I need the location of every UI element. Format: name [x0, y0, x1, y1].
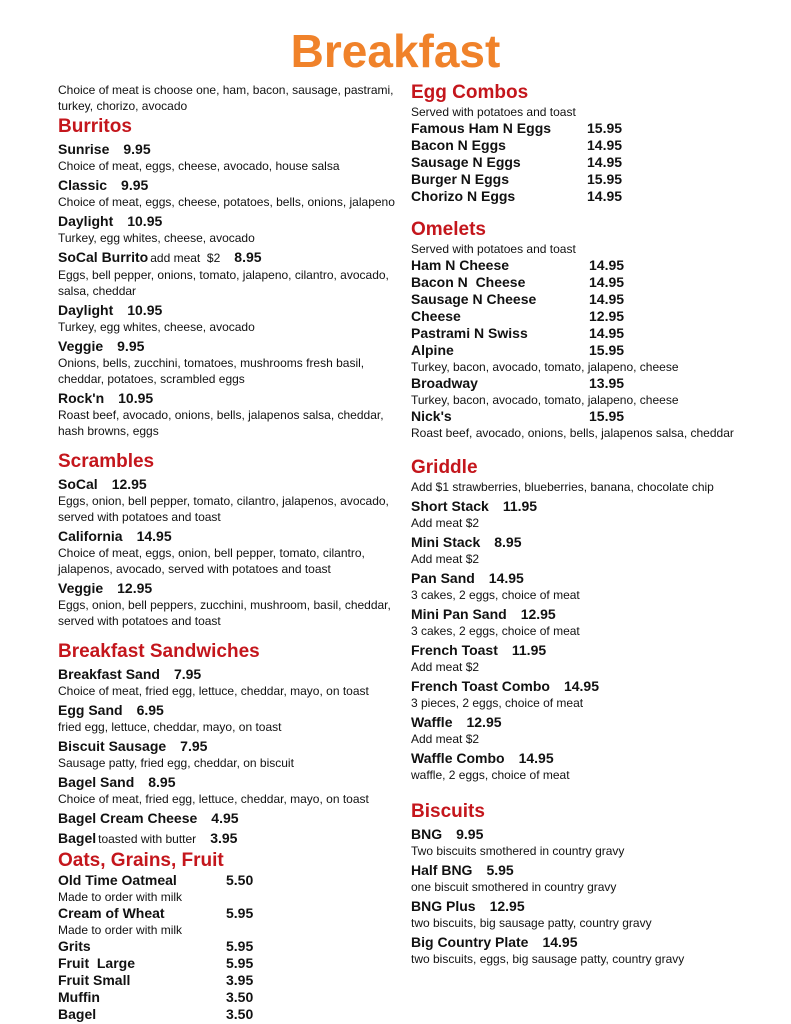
item-name: BNG — [411, 826, 443, 842]
griddle-section — [411, 457, 751, 783]
griddle-list — [411, 498, 751, 783]
item-name: Bacon N Cheese — [411, 274, 526, 290]
item-name: Mini Pan Sand — [411, 606, 507, 622]
item-name: Sunrise — [58, 141, 110, 157]
item-price: 3.95 — [226, 972, 254, 988]
menu-item — [411, 498, 751, 531]
item-price: 14.95 — [587, 188, 623, 204]
menu-item — [58, 905, 398, 938]
item-name: Waffle Combo — [411, 750, 505, 766]
item-description: Eggs, onion, bell peppers, zucchini, mushroom, basil, cheddar, served with potatoes and toast — [58, 598, 391, 628]
item-price: 15.95 — [587, 171, 623, 187]
item-description: Eggs, bell pepper, onions, tomato, jalapeno, cilantro, avocado, salsa, cheddar — [58, 268, 389, 298]
item-name: BNG Plus — [411, 898, 476, 914]
section-title: Omelets — [411, 219, 486, 240]
item-price: 14.95 — [589, 325, 625, 341]
right-column — [411, 82, 751, 967]
menu-item — [58, 989, 398, 1006]
item-name: Veggie — [58, 338, 104, 354]
menu-item — [58, 390, 398, 439]
menu-item — [58, 830, 398, 848]
item-name: Short Stack — [411, 498, 489, 514]
item-name: SoCal — [58, 476, 98, 492]
item-price: 12.95 — [589, 308, 625, 324]
item-description: 3 cakes, 2 eggs, choice of meat — [411, 588, 580, 602]
item-name: Bagel Sand — [58, 774, 135, 790]
menu-item — [58, 666, 398, 699]
page-title: Breakfast — [290, 25, 501, 77]
item-name: Pan Sand — [411, 570, 475, 586]
item-name: Famous Ham N Eggs — [411, 120, 552, 136]
item-price: 14.95 — [542, 934, 578, 950]
item-name: Bagel Cream Cheese — [58, 810, 198, 826]
left-column — [58, 82, 398, 1023]
item-price: 9.95 — [456, 826, 484, 842]
item-price: 14.95 — [518, 750, 554, 766]
item-description: Sausage patty, fried egg, cheddar, on biscuit — [58, 756, 294, 770]
section-title: Breakfast Sandwiches — [58, 641, 260, 662]
scrambles-list — [58, 476, 398, 629]
omelets-list — [411, 257, 751, 441]
sandwiches-list — [58, 666, 398, 848]
item-price: 14.95 — [589, 257, 625, 273]
item-description: Roast beef, avocado, onions, bells, jalapenos salsa, cheddar, hash browns, eggs — [58, 408, 384, 438]
item-price: 4.95 — [211, 810, 239, 826]
item-name: Chorizo N Eggs — [411, 188, 516, 204]
item-description: 3 cakes, 2 eggs, choice of meat — [411, 624, 580, 638]
item-name: French Toast Combo — [411, 678, 550, 694]
item-name: Burger N Eggs — [411, 171, 510, 187]
item-price: 8.95 — [148, 774, 176, 790]
menu-item — [411, 678, 751, 711]
item-name: Bagel — [58, 830, 97, 846]
section-title: Griddle — [411, 457, 478, 478]
item-description: 3 pieces, 2 eggs, choice of meat — [411, 696, 584, 710]
section-title: Oats, Grains, Fruit — [58, 850, 224, 871]
menu-item — [411, 137, 751, 154]
item-name: Daylight — [58, 213, 114, 229]
item-name: Rock'n — [58, 390, 105, 406]
menu-item — [58, 738, 398, 771]
item-price: 12.95 — [111, 476, 147, 492]
item-description: Eggs, onion, bell pepper, tomato, cilantro, jalapenos, avocado, served with potatoes and toast — [58, 494, 389, 524]
menu-item — [411, 862, 751, 895]
item-description: Turkey, egg whites, cheese, avocado — [58, 231, 255, 245]
item-description: Choice of meat, eggs, cheese, avocado, house salsa — [58, 159, 340, 173]
item-price: 5.95 — [486, 862, 514, 878]
item-name: Nick's — [411, 408, 452, 424]
menu-item — [58, 249, 398, 299]
item-price: 13.95 — [589, 375, 625, 391]
item-price: 15.95 — [589, 408, 625, 424]
menu-item — [58, 872, 398, 905]
biscuits-list — [411, 826, 751, 967]
item-price: 11.95 — [502, 498, 538, 514]
item-name: Cheese — [411, 308, 461, 324]
item-name: Big Country Plate — [411, 934, 529, 950]
item-description: Made to order with milk — [58, 923, 183, 937]
item-price: 5.95 — [226, 905, 254, 921]
section-title: Scrambles — [58, 451, 155, 472]
item-description: Choice of meat, fried egg, lettuce, cheddar, mayo, on toast — [58, 792, 369, 806]
item-description: one biscuit smothered in country gravy — [411, 880, 617, 894]
item-price: 14.95 — [589, 291, 625, 307]
menu-item — [411, 606, 751, 639]
menu-item — [58, 1006, 398, 1023]
item-name: Bacon N Eggs — [411, 137, 506, 153]
item-name: Old Time Oatmeal — [58, 872, 177, 888]
section-title: Egg Combos — [411, 82, 529, 103]
meat-choice-note: Choice of meat is choose one, ham, bacon, sausage, pastrami, turkey, chorizo, avocado — [58, 83, 394, 113]
menu-item — [411, 934, 751, 967]
menu-item — [58, 338, 398, 387]
menu-item — [411, 642, 751, 675]
item-price: 12.95 — [489, 898, 525, 914]
menu-item — [58, 955, 398, 972]
burritos-section — [58, 116, 398, 439]
menu-item — [411, 898, 751, 931]
item-name: Egg Sand — [58, 702, 123, 718]
item-name: Broadway — [411, 375, 478, 391]
item-price: 3.50 — [226, 989, 254, 1005]
menu-item — [411, 375, 751, 408]
item-price: 14.95 — [563, 678, 600, 694]
item-price: 7.95 — [180, 738, 208, 754]
menu-item — [58, 476, 398, 525]
item-description: Turkey, bacon, avocado, tomato, jalapeno, cheese — [411, 393, 679, 407]
menu-item — [58, 528, 398, 577]
menu-item — [411, 308, 751, 325]
item-price: 14.95 — [136, 528, 172, 544]
item-name: Pastrami N Swiss — [411, 325, 528, 341]
item-price: 5.50 — [226, 872, 254, 888]
item-price: 10.95 — [127, 213, 163, 229]
item-name: Daylight — [58, 302, 114, 318]
item-name: Sausage N Cheese — [411, 291, 537, 307]
item-description: two biscuits, big sausage patty, country gravy — [411, 916, 652, 930]
item-name: Cream of Wheat — [58, 905, 165, 921]
item-price: 15.95 — [587, 120, 623, 136]
item-description: Choice of meat, eggs, onion, bell pepper, tomato, cilantro, jalapenos, avocado, served with potatoes and toast — [58, 546, 365, 576]
menu-item — [411, 325, 751, 342]
menu-item — [411, 570, 751, 603]
menu-item — [58, 302, 398, 335]
item-name: SoCal Burrito — [58, 249, 149, 265]
item-description: Add meat $2 — [411, 732, 480, 746]
item-description: Made to order with milk — [58, 890, 183, 904]
item-price: 14.95 — [587, 154, 623, 170]
biscuits-section — [411, 801, 751, 967]
item-price: 15.95 — [589, 342, 625, 358]
burritos-list — [58, 141, 398, 439]
item-price: 14.95 — [587, 137, 623, 153]
item-price: 10.95 — [118, 390, 154, 406]
item-description: Turkey, bacon, avocado, tomato, jalapeno, cheese — [411, 360, 679, 374]
item-name: Biscuit Sausage — [58, 738, 167, 754]
menu-item — [411, 826, 751, 859]
item-price: 7.95 — [173, 666, 202, 682]
item-description: Roast beef, avocado, onions, bells, jalapenos salsa, cheddar — [411, 426, 734, 440]
item-price: 5.95 — [226, 938, 254, 954]
omelets-section — [411, 219, 751, 441]
item-price: 3.50 — [226, 1006, 254, 1022]
item-name: French Toast — [411, 642, 498, 658]
item-description: fried egg, lettuce, cheddar, mayo, on toast — [58, 720, 282, 734]
item-name: Half BNG — [411, 862, 473, 878]
menu-item — [411, 750, 751, 783]
item-description: waffle, 2 eggs, choice of meat — [411, 768, 570, 782]
item-name: Sausage N Eggs — [411, 154, 521, 170]
menu-item — [58, 810, 398, 827]
menu-item — [411, 291, 751, 308]
item-price: 8.95 — [234, 249, 262, 265]
item-name: Veggie — [58, 580, 104, 596]
menu-item — [58, 702, 398, 735]
item-price: 5.95 — [226, 955, 254, 971]
menu-item — [411, 188, 751, 205]
section-title: Biscuits — [411, 801, 485, 822]
item-note: toasted with butter — [98, 832, 197, 846]
item-name: Muffin — [58, 989, 100, 1005]
item-price: 3.95 — [210, 830, 238, 846]
item-price: 14.95 — [488, 570, 524, 586]
egg-combos-list — [411, 120, 751, 205]
egg-combos-section — [411, 82, 751, 205]
item-description: Onions, bells, zucchini, tomatoes, mushrooms fresh basil, cheddar, potatoes, scrambled eggs — [58, 356, 365, 386]
item-name: California — [58, 528, 123, 544]
item-description: two biscuits, eggs, big sausage patty, country gravy — [411, 952, 685, 966]
menu-item — [411, 274, 751, 291]
menu-item — [411, 342, 751, 375]
item-name: Mini Stack — [411, 534, 481, 550]
item-price: 6.95 — [136, 702, 164, 718]
menu-item — [411, 408, 751, 441]
section-title: Burritos — [58, 116, 132, 137]
item-name: Fruit Large — [58, 955, 136, 971]
menu-item — [411, 714, 751, 747]
menu-item — [58, 177, 398, 210]
menu-item — [58, 213, 398, 246]
menu-item — [58, 580, 398, 629]
item-description: Choice of meat, eggs, cheese, potatoes, bells, onions, jalapeno — [58, 195, 395, 209]
item-name: Alpine — [411, 342, 454, 358]
item-price: 12.95 — [117, 580, 153, 596]
item-price: 9.95 — [117, 338, 145, 354]
menu-item — [411, 154, 751, 171]
item-name: Bagel — [58, 1006, 97, 1022]
item-price: 11.95 — [511, 642, 547, 658]
item-price: 12.95 — [466, 714, 502, 730]
menu-item — [58, 938, 398, 955]
item-price: 10.95 — [127, 302, 163, 318]
menu-item — [58, 972, 398, 989]
item-price: 12.95 — [520, 606, 556, 622]
item-description: Add meat $2 — [411, 516, 480, 530]
menu-item — [411, 120, 751, 137]
oats-section — [58, 850, 398, 1023]
item-name: Fruit Small — [58, 972, 131, 988]
item-price: 14.95 — [589, 274, 625, 290]
item-name: Classic — [58, 177, 108, 193]
menu-item — [411, 257, 751, 274]
item-name: Waffle — [411, 714, 453, 730]
item-note: add meat $2 — [150, 251, 221, 265]
item-price: 9.95 — [123, 141, 151, 157]
item-description: Add meat $2 — [411, 660, 480, 674]
item-name: Grits — [58, 938, 91, 954]
item-description: Two biscuits smothered in country gravy — [411, 844, 625, 858]
item-description: Add meat $2 — [411, 552, 480, 566]
item-name: Ham N Cheese — [411, 257, 510, 273]
scrambles-section — [58, 451, 398, 629]
item-name: Breakfast Sand — [58, 666, 160, 682]
menu-item — [58, 141, 398, 174]
sandwiches-section — [58, 641, 398, 848]
item-price: 9.95 — [121, 177, 149, 193]
item-description: Turkey, egg whites, cheese, avocado — [58, 320, 255, 334]
section-subtitle: Add $1 strawberries, blueberries, banana, chocolate chip — [411, 480, 714, 494]
item-price: 8.95 — [494, 534, 522, 550]
menu-item — [58, 774, 398, 807]
oats-list — [58, 872, 398, 1023]
item-description: Choice of meat, fried egg, lettuce, cheddar, mayo, on toast — [58, 684, 369, 698]
section-subtitle: Served with potatoes and toast — [411, 242, 576, 256]
section-subtitle: Served with potatoes and toast — [411, 105, 576, 119]
menu-item — [411, 534, 751, 567]
menu-item — [411, 171, 751, 188]
